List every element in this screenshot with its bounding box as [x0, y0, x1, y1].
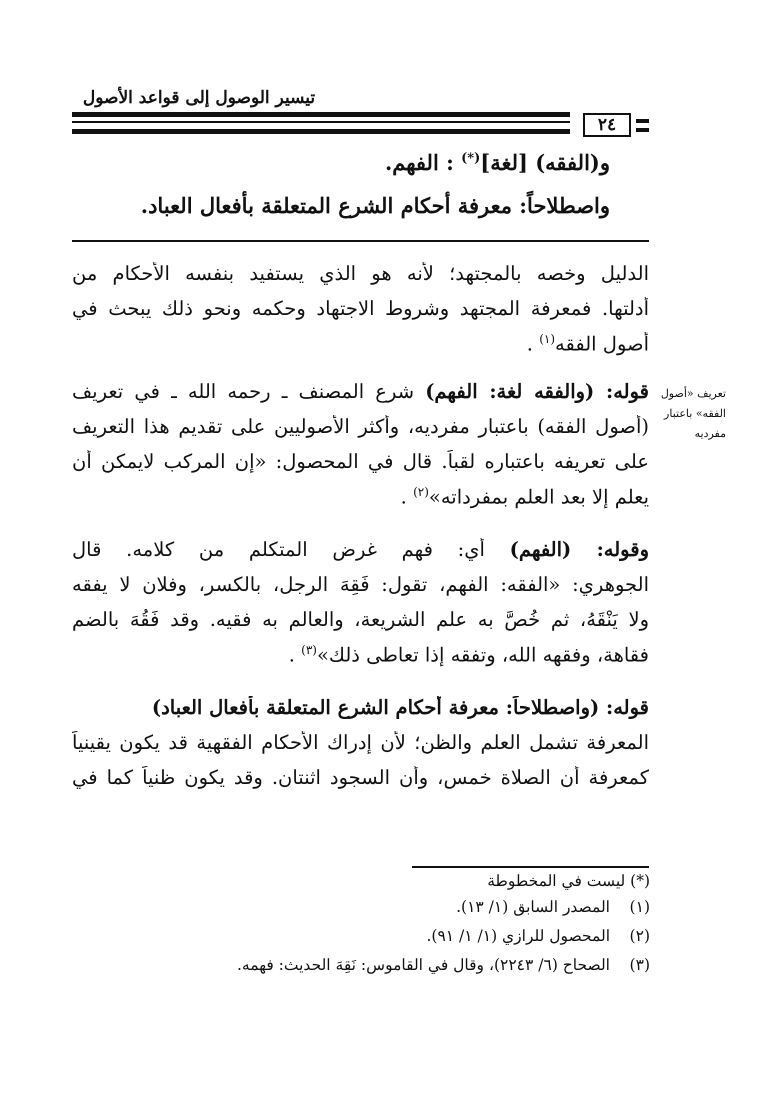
footnote-ref-1: (١) [539, 332, 556, 346]
p3-line-4 [72, 643, 649, 667]
matn-line-1 [90, 150, 610, 175]
p1-line-3-end: . [526, 332, 540, 356]
footnote-2-text: المحصول للرازي (١/ ١/ ٩١). [426, 927, 610, 945]
p2-line-3: على تعريفه باعتباره لقباً. قال في المحصول: «إن المركب لايمكن أن [72, 450, 649, 473]
p3-quote-bold: وقوله: (الفهم) [509, 538, 649, 561]
matn-divider [72, 240, 649, 242]
matn-star-mark: (*) [461, 151, 481, 166]
footnote-1 [100, 898, 650, 916]
p2-quote-bold: قوله: (والفقه لغة: الفهم) [425, 380, 649, 403]
p1-line-1: الدليل وخصه بالمجتهد؛ لأنه هو الذي يستفيد بنفسه الأحكام من [72, 262, 649, 285]
header-rule-thick [72, 112, 570, 117]
footnote-3-number: (٣) [629, 956, 650, 974]
p2-line-4-text: يعلم إلا بعد العلم بمفرداته» [428, 485, 649, 509]
p3-line-1-rest: أي: فهم غرض المتكلم من كلامه. قال [72, 538, 510, 561]
p2-line-2: (أصول الفقه) باعتبار مفرديه، وأكثر الأصوليين على تقديم هذا التعريف [72, 415, 649, 438]
margin-note [656, 384, 726, 444]
p1-line-3-text: أصول الفقه [555, 332, 649, 356]
p3-line-4-end: . [288, 643, 302, 667]
footnote-3 [100, 956, 650, 974]
matn-term: و(الفقه) [لغة] [480, 150, 610, 175]
page-number-tick-upper [636, 119, 649, 123]
p3-line-1 [72, 538, 649, 561]
p1-line-3 [72, 332, 649, 356]
footnote-2 [100, 927, 650, 945]
header-rule-thin [72, 121, 570, 123]
footnote-2-number: (٢) [629, 927, 650, 945]
footnote-1-number: (١) [629, 898, 650, 916]
p1-line-2: أدلتها. فمعرفة المجتهد وشروط الاجتهاد وحكمه ونحو ذلك يبحث في [72, 297, 649, 320]
p4-line-2: المعرفة تشمل العلم والظن؛ لأن إدراك الأحكام الفقهية قد يكون يقينياً [72, 731, 649, 754]
footnote-3-text: الصحاح (٦/ ٢٢٤٣)، وقال في القاموس: نَقِهَ الحديث: فهمه. [237, 956, 610, 974]
p2-line-1 [72, 380, 649, 403]
footnote-rule [412, 866, 649, 868]
p4-line-3: كمعرفة أن الصلاة خمس، وأن السجود اثنتان. وقد يكون ظنياً كما في [72, 766, 649, 789]
margin-note-line-2: الفقه» باعتبار [664, 407, 726, 420]
matn-line-2: واصطلاحاً: معرفة أحكام الشرع المتعلقة بأفعال العباد. [140, 193, 610, 218]
header-rule-thick-lower [72, 129, 570, 134]
p4-quote-bold: قوله: (واصطلاحاً: معرفة أحكام الشرع المتعلقة بأفعال العباد) [151, 696, 649, 719]
page-number: ٢٤ [583, 113, 631, 137]
footnote-1-text: المصدر السابق (١/ ١٣). [456, 898, 610, 916]
footnote-ref-2: (٢) [413, 485, 429, 499]
p4-line-1 [72, 696, 649, 719]
footnote-ref-3: (٣) [301, 643, 317, 657]
footnote-star: (*) ليست في المخطوطة [487, 872, 650, 890]
p3-line-2: الجوهري: «الفقه: الفهم، تقول: فَقِهَ الرجل، بالكسر، وفلان لا يفقه [72, 573, 649, 596]
p3-line-3: ولا يَنْقَهُ، ثم خُصَّ به علم الشريعة، والعالم به فقيه. وقد فَقُهَ بالضم [72, 608, 649, 631]
margin-note-line-3: مفرديه [694, 427, 726, 440]
matn-definition-lughah: : الفهم. [384, 150, 462, 175]
margin-note-line-1: تعريف «أصول [660, 387, 726, 400]
p2-line-4-end: . [400, 485, 414, 509]
page-number-tick-lower [636, 128, 649, 132]
p2-line-4 [72, 485, 649, 509]
p3-line-4-text: فقاهة، وفقهه الله، وتفقه إذا تعاطى ذلك» [316, 643, 649, 667]
p2-line-1-rest: شرع المصنف ـ رحمه الله ـ في تعريف [72, 380, 426, 403]
running-title: تيسير الوصول إلى قواعد الأصول [82, 88, 316, 108]
